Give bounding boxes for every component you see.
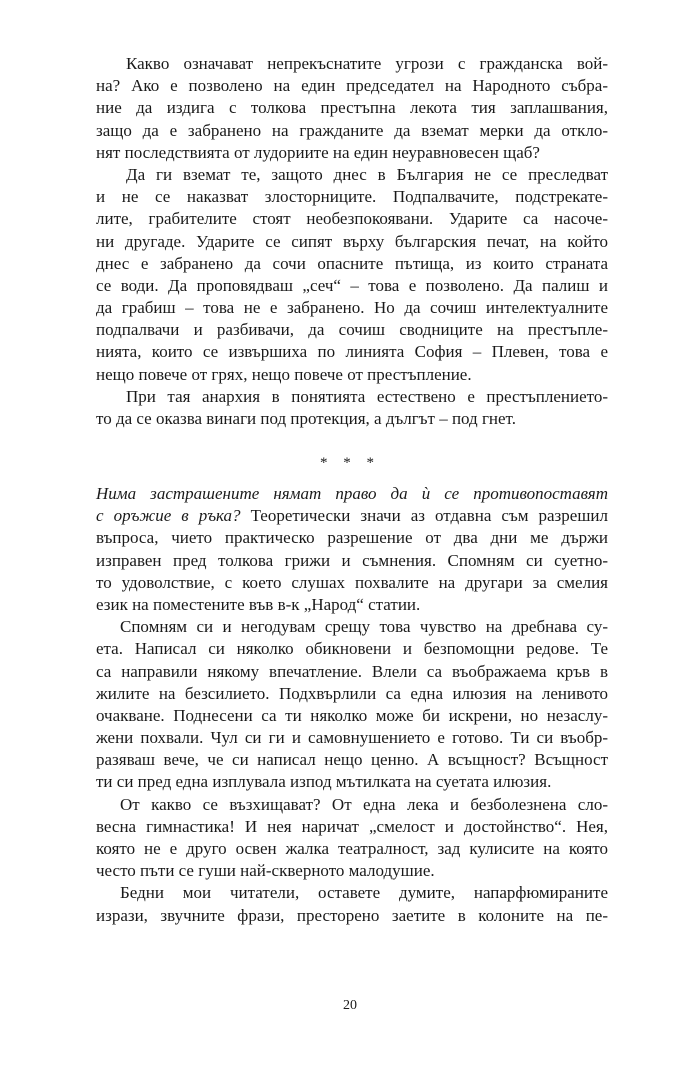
text-line: очакване. Поднесени са ти няколко може би искрени, но незаслу- bbox=[96, 705, 608, 725]
text-line: От какво се възхищават? От една лека и безболезнена сло- bbox=[120, 794, 608, 814]
text-line: жилите на безсилието. Подхвърлили са една илюзия на ленивото bbox=[96, 683, 608, 703]
text-line: Бедни мои читатели, оставете думите, напарфюмираните bbox=[120, 883, 608, 903]
text-line: ета. Написал си няколко обикновени и безпомощни редове. Те bbox=[96, 639, 608, 659]
text-section-2 bbox=[96, 483, 608, 927]
text-line bbox=[96, 505, 608, 527]
text-line: Спомням си и негодувам срещу това чувство на дребнава су- bbox=[120, 617, 608, 637]
text-line: са направили някому впечатление. Влели са въображаема кръв в bbox=[96, 661, 608, 681]
text-line: се води. Да проповядваш „сеч“ – това е позволено. Да палиш и bbox=[96, 275, 608, 295]
text-line: Да ги вземат те, защото днес в България не се преследват bbox=[126, 164, 608, 184]
text-line: често пъти се гуши най-скверното малодушие. bbox=[96, 861, 435, 881]
text-line: ни другаде. Ударите се сипят върху българския печат, на който bbox=[96, 231, 608, 251]
section-separator: * * * bbox=[320, 455, 380, 471]
text-line: то да се оказва винаги под протекция, а дългът – под гнет. bbox=[96, 409, 516, 428]
italic-question-line: Нима застрашените нямат право да ѝ се противопоставят bbox=[96, 484, 608, 503]
text-line: ти си пред една изплувала изпод мътилката на суетата илюзия. bbox=[96, 772, 552, 792]
text-line: нят последствията от лудориите на един неуравновесен щаб? bbox=[96, 142, 540, 162]
text-line: разяваш вече, че си написал нещо ценно. А всъщност? Всъщност bbox=[96, 750, 608, 770]
text-span: Теоретически значи аз отдавна съм разрешил bbox=[240, 506, 608, 526]
text-line: въпроса, чието практическо разрешение от два дни ме държи bbox=[96, 528, 608, 548]
text-line: защо да е забранено на гражданите да вземат мерки да откло- bbox=[96, 120, 608, 140]
text-line: да грабиш – това не е забранено. Но да сочиш интелектуалните bbox=[96, 298, 608, 318]
text-section-1 bbox=[96, 53, 608, 430]
italic-question-end: с оръжие в ръка? bbox=[96, 506, 241, 526]
text-line: При тая анархия в понятията естествено е престъплението- bbox=[126, 386, 608, 406]
text-line: лите, грабителите стоят необезпокоявани. Ударите са насоче- bbox=[96, 209, 608, 229]
text-line: нещо повече от грях, нещо повече от престъпление. bbox=[96, 364, 472, 384]
text-line: Какво означават непрекъснатите угрози с гражданска вой- bbox=[126, 54, 608, 73]
text-line: нията, които се извършиха по линията София – Плевен, това е bbox=[96, 342, 608, 362]
text-line: весна гимнастика! И нея наричат „смелост и достойнство“. Нея, bbox=[96, 816, 608, 836]
text-line: на? Ако е позволено на един председател на Народното събра- bbox=[96, 76, 608, 96]
text-line: жени похвали. Чул си ги и самовнушението е готово. Ти си въобр- bbox=[96, 728, 608, 748]
page-number: 20 bbox=[343, 998, 357, 1013]
text-line: днес е забранено да сочи опасните пътища, из които страната bbox=[96, 253, 608, 273]
text-line: език на поместените във в-к „Народ“ статии. bbox=[96, 594, 421, 614]
text-line: ние да издига с толкова престъпна лекота тия заплашвания, bbox=[96, 98, 608, 118]
text-line: и не се наказват злосторниците. Подпалвачите, подстрекате- bbox=[96, 187, 608, 207]
text-line: подпалвачи и разбивачи, да сочиш сводниците на престъпле- bbox=[96, 320, 608, 340]
text-line: която не е друго освен жалка театралност, зад кулисите на която bbox=[96, 839, 608, 858]
text-line: изправен пред толкова грижи и съмнения. Спомням си суетно- bbox=[96, 550, 608, 570]
text-line: то удоволствие, с което слушах похвалите на другари за смелия bbox=[96, 572, 608, 592]
text-line: изрази, звучните фрази, престорено заетите в колоните на пе- bbox=[96, 905, 608, 925]
